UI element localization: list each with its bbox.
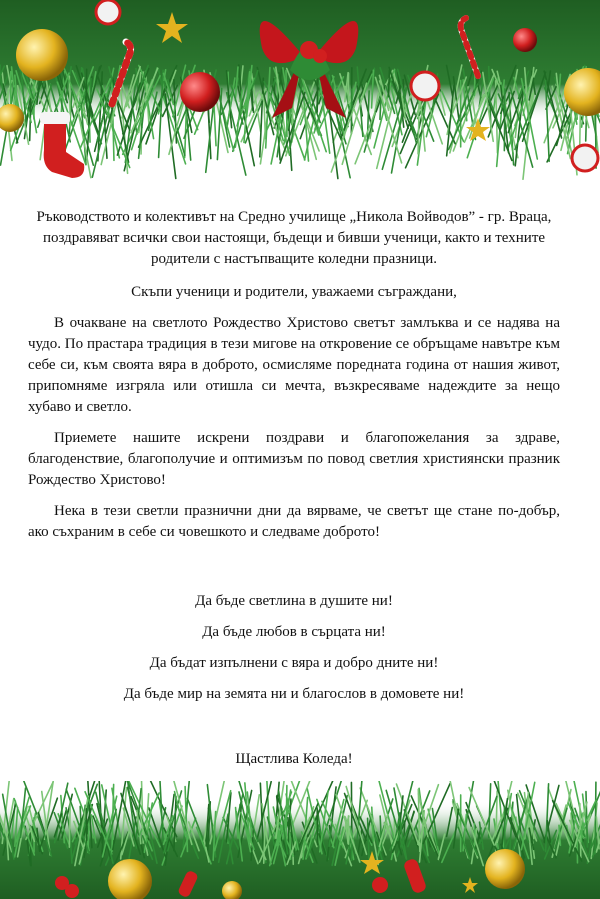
letter-intro: Ръководството и колективът на Средно училище „Никола Войводов” - гр. Враца, поздравяват всички свои настоящи, бъдещи и бивши ученици, както и техните родители с настъпващите коледни празници.: [36, 209, 552, 267]
letter-paragraph-2: Приемете нашите искрени поздрави и благопожелания за здраве, благоденствие, благополучие и оптимизъм по повод светлия християнски празник Рождество Христово!: [28, 430, 560, 488]
letter-salutation: Скъпи ученици и родители, уважаеми съграждани,: [131, 284, 457, 300]
wish-line-3: Да бъдат изпълнени с вяра и добро дните ни!: [149, 655, 439, 671]
letter-paragraph-3: Нека в тези светли празнични дни да вярваме, че светът ще стане по-добър, ако съхраним в себе си човешкото и следваме доброто!: [28, 503, 560, 540]
greeting-letter: [28, 207, 560, 770]
pine-needle: [474, 823, 475, 844]
top-christmas-garland: [0, 0, 600, 195]
wish-line-2: Да бъде любов в сърцата ни!: [202, 624, 386, 640]
pine-needle: [388, 70, 389, 96]
bottom-christmas-garland: [0, 781, 600, 899]
pine-needle: [90, 79, 91, 101]
pine-needle: [69, 803, 70, 847]
letter-closing: Щастлива Коледа!: [235, 751, 353, 767]
letter-paragraph-1: В очакване на светлото Рождество Христово светът замлъква и се надява на чудо. По прастара традиция в тези мигове на откровение се обръщаме навътре към себе си, към своята вяра в доброто, осмисляме поредната година от нашия живот, припомняме изгряла или отишла си мечта, възкресяваме надеждите за нещо хубаво и светло.: [28, 315, 560, 415]
wish-line-1: Да бъде светлина в душите ни!: [195, 593, 393, 609]
wish-line-4: Да бъде мир на земята ни и благослов в домовете ни!: [123, 686, 465, 702]
pine-needle: [352, 89, 353, 112]
stocking-icon: [40, 112, 84, 178]
